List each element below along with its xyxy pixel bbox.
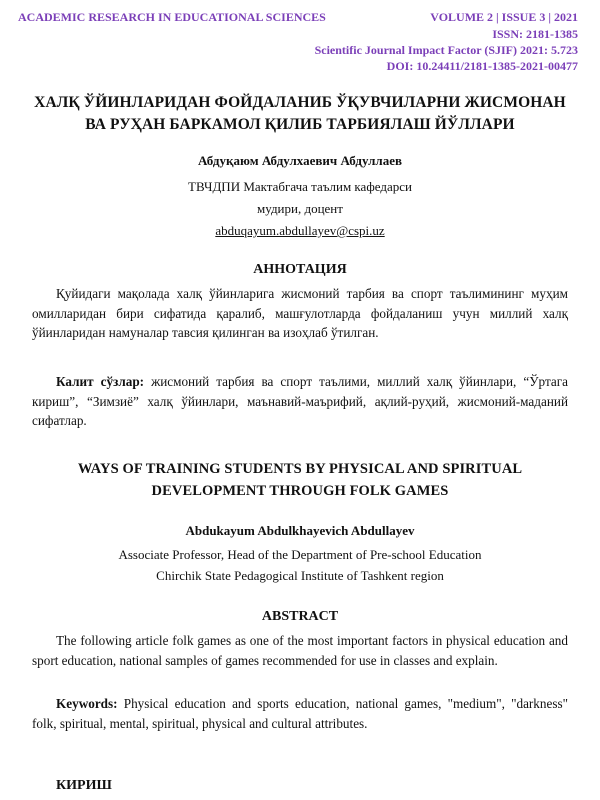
abstract-text: The following article folk games as one of the most important factors in physical education and sport education, national samples of games recommended for use in classes and explain. — [32, 633, 568, 668]
author-email-link[interactable]: abduqayum.abdullayev@cspi.uz — [215, 223, 385, 238]
en-keywords-label: Keywords: — [56, 696, 118, 711]
issn: ISSN: 2181-1385 — [492, 27, 578, 41]
en-affiliation-line-2: Chirchik State Pedagogical Institute of Tashkent region — [156, 568, 444, 583]
intro-heading: КИРИШ — [56, 778, 112, 793]
uz-title: ХАЛҚ ЎЙИНЛАРИДАН ФОЙДАЛАНИБ ЎҚУВЧИЛАРНИ ЖИСМОНАН ВА РУҲАН БАРКАМОЛ ҚИЛИБ ТАРБИЯЛАШ ЙЎЛЛАРИ — [34, 94, 566, 133]
en-title: WAYS OF TRAINING STUDENTS BY PHYSICAL AND SPIRITUAL DEVELOPMENT THROUGH FOLK GAMES — [77, 461, 523, 499]
uz-author: Абдуқаюм Абдулхаевич Абдуллаев — [197, 153, 402, 168]
en-affiliation-line-1: Associate Professor, Head of the Department of Pre-school Education — [118, 547, 482, 562]
annotation-text: Қуйидаги мақолада халқ ўйинларига жисмоний тарбия ва спорт таълимининг муҳим омилларидан бири сифатида қаралиб, машғулотларда фойдаланиш учун миллий халқ ўйинларидан намуналар тавсия қилинган ва изоҳлаб ўтилган. — [32, 286, 568, 340]
en-keywords-text: Physical education and sports education, national games, "medium", "darkness" folk, spiritual, mental, spiritual, physical and cultural attributes. — [32, 696, 568, 731]
uz-keywords — [32, 372, 568, 431]
en-author: Abdukayum Abdulkhayevich Abdullayev — [185, 523, 415, 538]
volume-issue: VOLUME 2 | ISSUE 3 | 2021 — [430, 10, 578, 24]
en-keywords — [32, 694, 568, 733]
running-header — [18, 10, 578, 28]
uz-affiliation-line-1: ТВЧДПИ Мактабгача таълим кафедарси — [188, 179, 412, 194]
uz-keywords-text: жисмоний тарбия ва спорт таълими, миллий халқ ўйинлари, “Ўртага кириш”, “Зимзиё” халқ ўйинлари, маънавий-маърифий, ақлий-руҳий, жисмоний-маданий сифатлар. — [32, 374, 568, 428]
journal-name: ACADEMIC RESEARCH IN EDUCATIONAL SCIENCES — [18, 10, 326, 24]
abstract-heading: ABSTRACT — [261, 609, 339, 624]
impact-factor: Scientific Journal Impact Factor (SJIF) 2021: 5.723 — [314, 43, 578, 57]
uz-keywords-label: Калит сўзлар: — [56, 374, 145, 389]
doi: DOI: 10.24411/2181-1385-2021-00477 — [386, 59, 578, 73]
annotation-heading: АННОТАЦИЯ — [253, 262, 347, 277]
uz-affiliation-line-2: мудири, доцент — [257, 201, 343, 216]
